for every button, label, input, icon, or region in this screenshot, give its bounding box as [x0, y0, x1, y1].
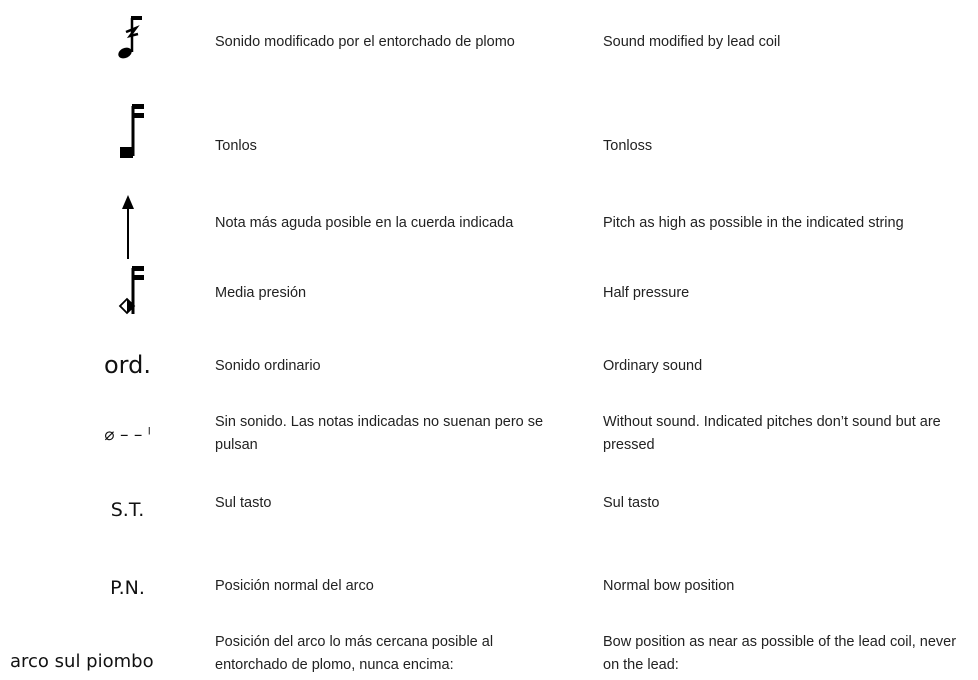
- pn-symbol: P.N.: [110, 577, 145, 599]
- description-en: Sound modified by lead coil: [603, 34, 781, 50]
- description-en: Half pressure: [603, 285, 690, 301]
- description-es: Sonido modificado por el entorchado de plomo: [215, 34, 515, 50]
- description-en: Bow position as near as possible of the lead coil, never on the lead:: [603, 634, 957, 673]
- description-en: Pitch as high as possible in the indicated string: [603, 215, 904, 231]
- without-sound-symbol: ⌀ – – ˡ: [104, 425, 151, 445]
- st-symbol: S.T.: [110, 499, 145, 521]
- description-es: Sul tasto: [215, 495, 272, 511]
- description-es: Media presión: [215, 285, 307, 301]
- description-es: Nota más aguda posible en la cuerda indicada: [215, 215, 514, 231]
- description-es: Sin sonido. Las notas indicadas no suenan pero se pulsan: [215, 414, 544, 453]
- ord-symbol: ord.: [104, 351, 151, 379]
- description-es: Posición del arco lo más cercana posible al entorchado de plomo, nunca encima:: [215, 634, 494, 673]
- description-es: Sonido ordinario: [215, 358, 321, 374]
- description-es: Tonlos: [215, 138, 257, 154]
- description-en: Ordinary sound: [603, 358, 703, 374]
- description-en: Normal bow position: [603, 578, 735, 594]
- description-en: Sul tasto: [603, 495, 660, 511]
- description-es: Posición normal del arco: [215, 578, 374, 594]
- description-en: Without sound. Indicated pitches don’t sound but are pressed: [603, 414, 941, 453]
- description-en: Tonloss: [603, 138, 653, 154]
- arco-sul-piombo-symbol: arco sul piombo: [10, 651, 154, 672]
